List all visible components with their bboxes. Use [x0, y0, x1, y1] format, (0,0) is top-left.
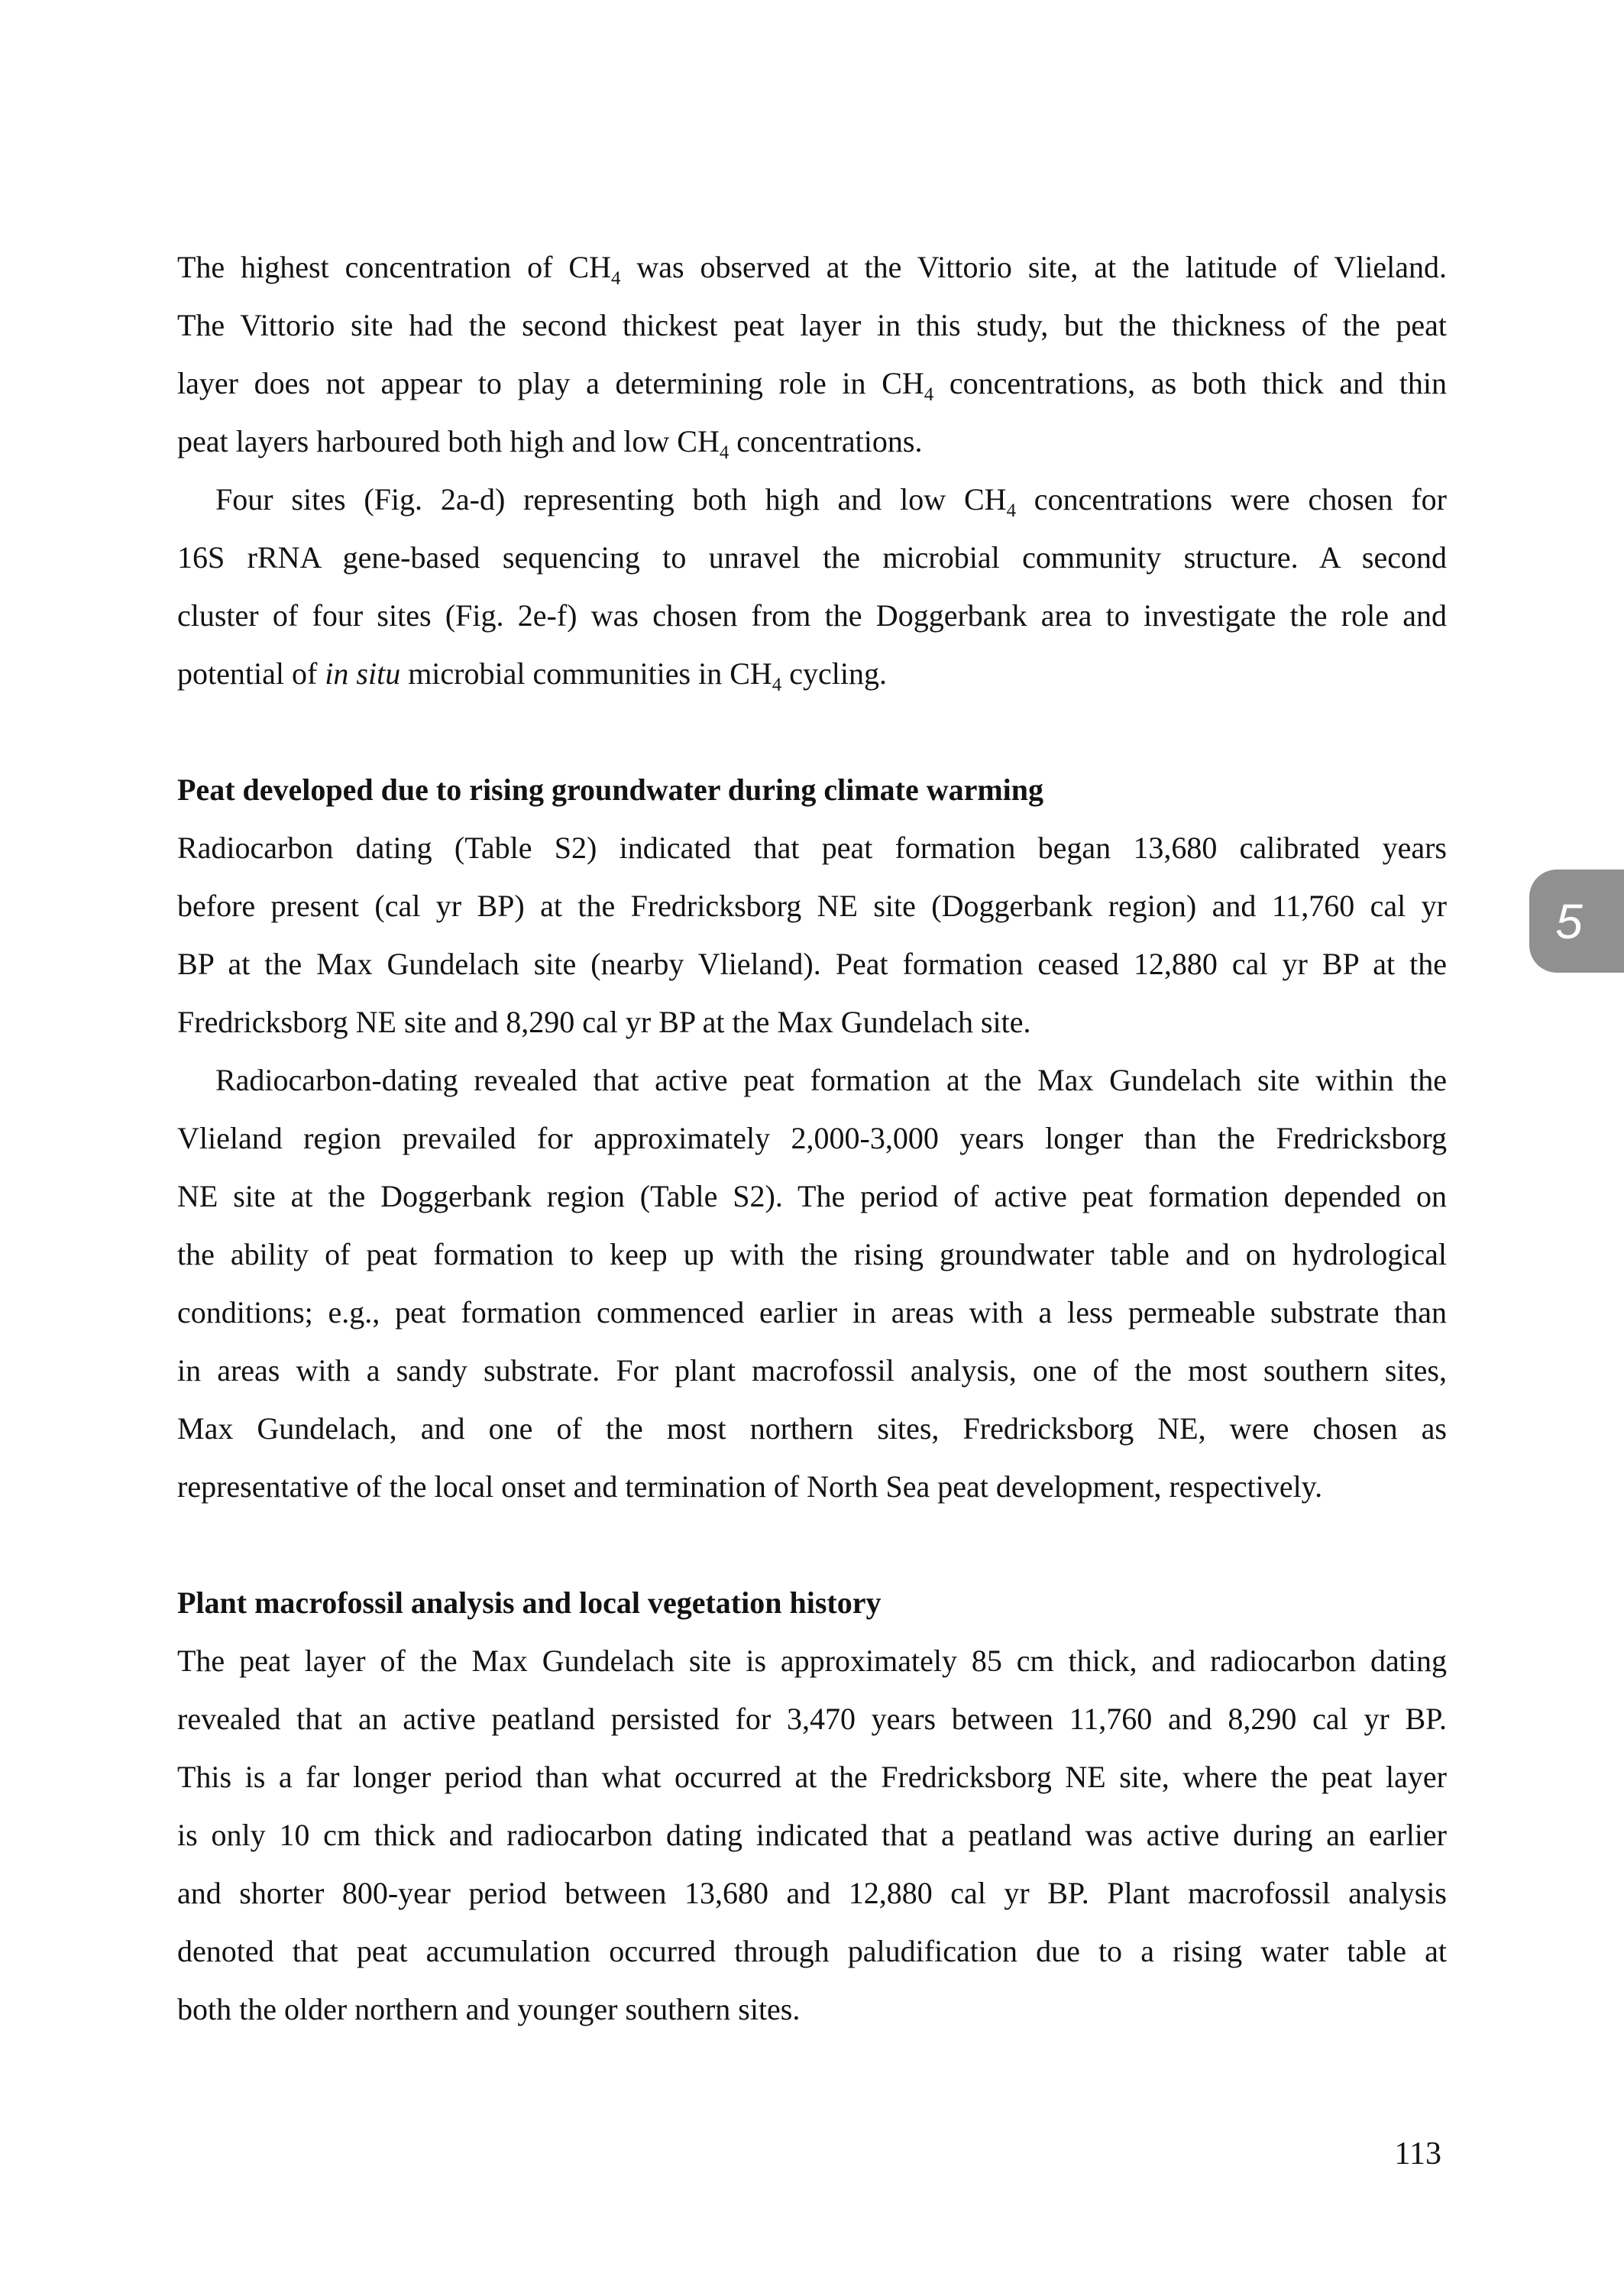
text-line: NE site at the Doggerbank region (Table S2). The period of active peat formation depended on [177, 1179, 1447, 1213]
blank-line [177, 703, 1447, 761]
text-line: Max Gundelach, and one of the most northern sites, Fredricksborg NE, were chosen as [177, 1411, 1447, 1446]
text-line: Fredricksborg NE site and 8,290 cal yr BP at the Max Gundelach site. [177, 1005, 1031, 1039]
text-line: This is a far longer period than what occurred at the Fredricksborg NE site, where the peat layer [177, 1760, 1447, 1794]
text-line: potential of in situ microbial communities in $CH_4$ cycling. [177, 656, 887, 695]
text-line: is only 10 cm thick and radiocarbon dating indicated that a peatland was active during an earlier [177, 1818, 1447, 1852]
text-line: Radiocarbon-dating revealed that active peat formation at the Max Gundelach site within the [215, 1063, 1447, 1097]
text-line: The Vittorio site had the second thickest peat layer in this study, but the thickness of the peat [177, 308, 1447, 342]
text-line: BP at the Max Gundelach site (nearby Vlieland). Peat formation ceased 12,880 cal yr BP at the [177, 947, 1447, 981]
text-line: and shorter 800-year period between 13,680 and 12,880 cal yr BP. Plant macrofossil analysis [177, 1876, 1447, 1910]
text-line: peat layers harboured both high and low $CH_4$ concentrations. [177, 424, 923, 463]
text-line: conditions; e.g., peat formation commenced earlier in areas with a less permeable substrate than [177, 1295, 1447, 1329]
text-line: cluster of four sites (Fig. 2e-f) was chosen from the Doggerbank area to investigate the role and [177, 598, 1447, 633]
chapter-tab-number: 5 [1555, 893, 1583, 949]
text-line: 16S rRNA gene-based sequencing to unravel the microbial community structure. A second [177, 540, 1447, 575]
text-line: layer does not appear to play a determining role in $CH_4$ concentrations, as both thick and thin [177, 366, 1447, 405]
text-block [177, 238, 1447, 2039]
text-line: the ability of peat formation to keep up with the rising groundwater table and on hydrological [177, 1237, 1447, 1271]
text-line: Four sites (Fig. 2a-d) representing both high and low $CH_4$ concentrations were chosen for [215, 482, 1447, 521]
text-line: in areas with a sandy substrate. For plant macrofossil analysis, one of the most southern sites, [177, 1353, 1447, 1388]
blank-line [177, 1516, 1447, 1574]
text-line: Vlieland region prevailed for approximately 2,000-3,000 years longer than the Fredricksborg [177, 1121, 1447, 1155]
page-number: 113 [1394, 2136, 1441, 2172]
text-line: revealed that an active peatland persisted for 3,470 years between 11,760 and 8,290 cal yr BP. [177, 1702, 1447, 1736]
text-line: denoted that peat accumulation occurred through paludification due to a rising water table at [177, 1934, 1447, 1968]
text-line: representative of the local onset and termination of North Sea peat development, respectively. [177, 1469, 1323, 1504]
text-line: both the older northern and younger southern sites. [177, 1992, 801, 2026]
section-heading: Peat developed due to rising groundwater during climate warming [177, 772, 1044, 807]
text-line: Radiocarbon dating (Table S2) indicated that peat formation began 13,680 calibrated years [177, 831, 1447, 865]
section-heading: Plant macrofossil analysis and local vegetation history [177, 1585, 882, 1620]
text-line: The highest concentration of $CH_4$ was observed at the Vittorio site, at the latitude of Vlieland. [177, 250, 1447, 289]
text-line: The peat layer of the Max Gundelach site is approximately 85 cm thick, and radiocarbon dating [177, 1644, 1447, 1678]
text-line: before present (cal yr BP) at the Fredricksborg NE site (Doggerbank region) and 11,760 cal yr [177, 889, 1447, 923]
chapter-tab [1529, 870, 1624, 973]
